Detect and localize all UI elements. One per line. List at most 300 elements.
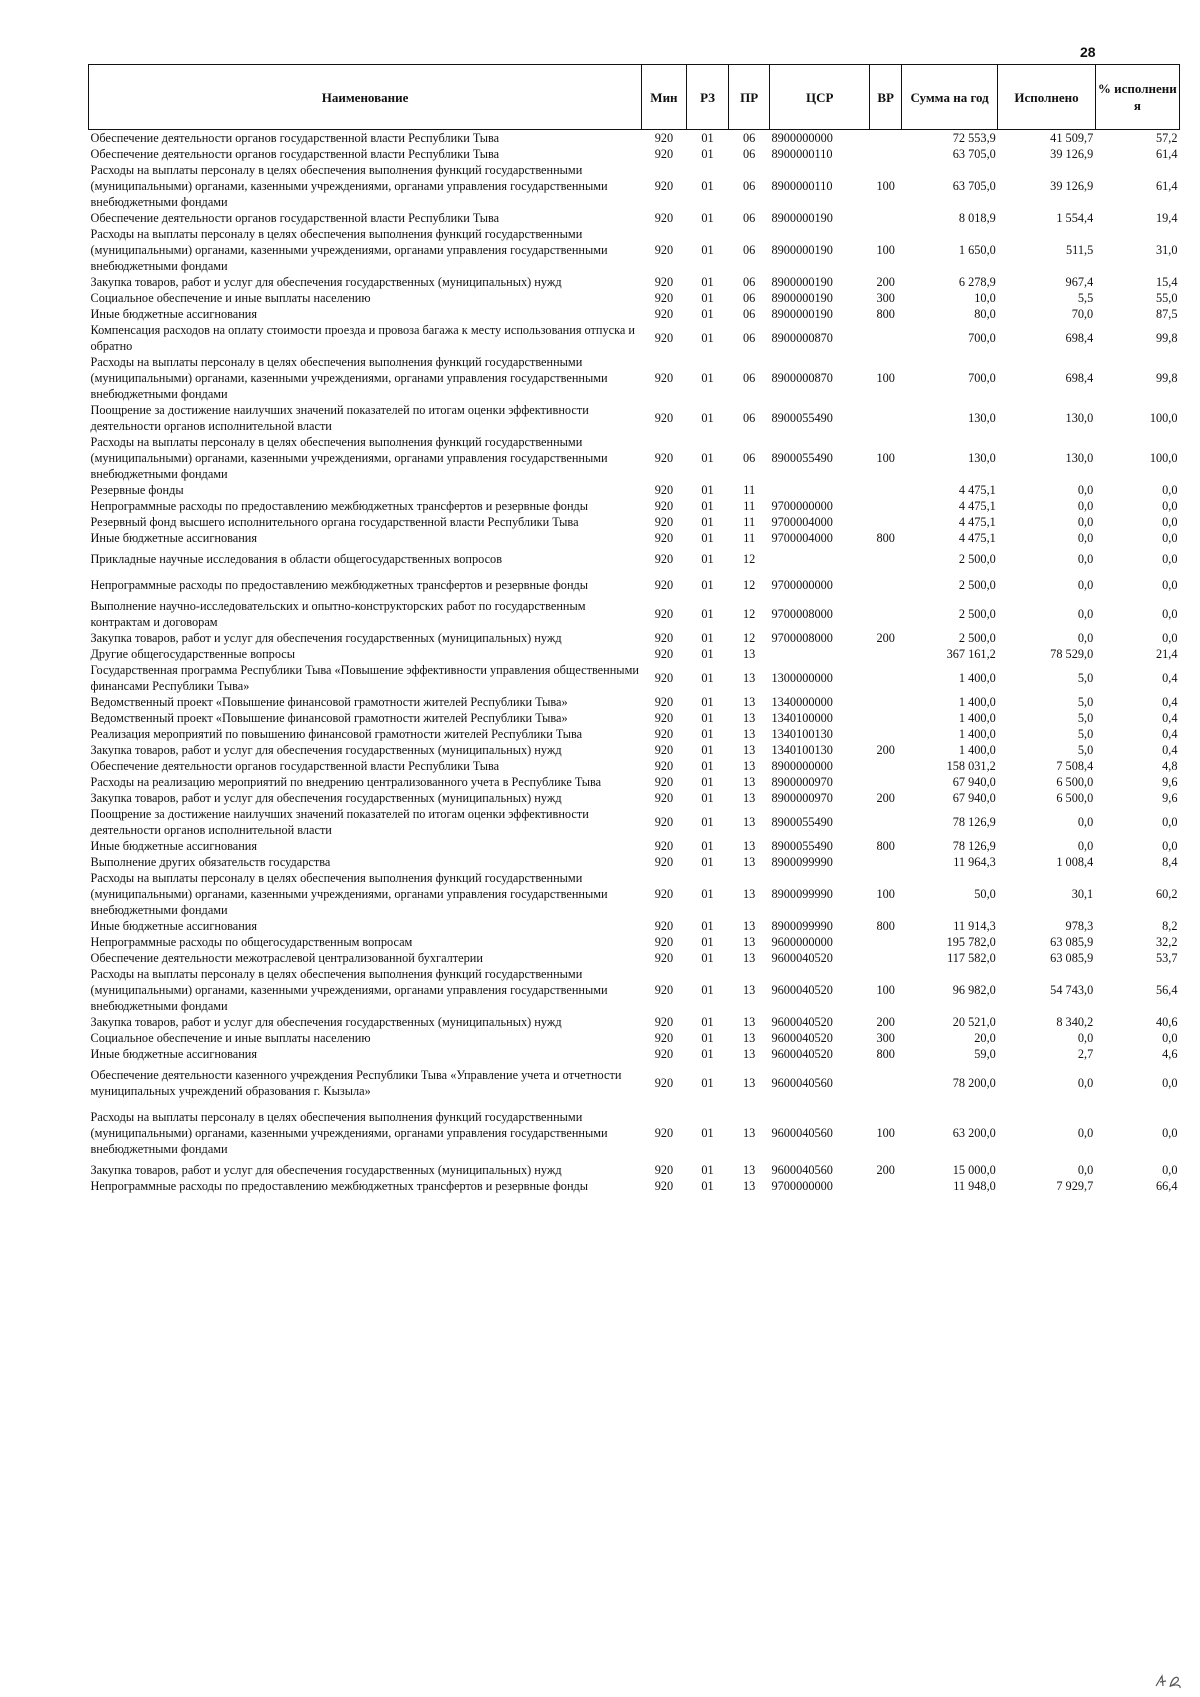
header-name: Наименование bbox=[89, 65, 642, 130]
table-row bbox=[89, 130, 1180, 147]
row-pct: 0,4 bbox=[1162, 671, 1178, 685]
row-min: 920 bbox=[654, 1031, 674, 1045]
row-pct: 32,2 bbox=[1155, 935, 1178, 949]
row-name: Резервные фонды bbox=[90, 483, 184, 497]
row-sum: 117 582,0 bbox=[947, 951, 996, 965]
row-vr bbox=[870, 322, 901, 354]
row-min: 920 bbox=[654, 1076, 674, 1090]
row-csr: 8900000190 bbox=[771, 291, 833, 305]
row-pct: 0,0 bbox=[1162, 1031, 1178, 1045]
table-row bbox=[89, 306, 1180, 322]
row-min: 920 bbox=[654, 1126, 674, 1140]
row-sum: 2 500,0 bbox=[958, 631, 996, 645]
row-sum: 1 400,0 bbox=[958, 671, 996, 685]
row-done: 39 126,9 bbox=[1050, 179, 1094, 193]
row-vr bbox=[870, 726, 901, 742]
row-pct: 0,0 bbox=[1162, 531, 1178, 545]
row-rz: 01 bbox=[701, 578, 714, 592]
header-rz: РЗ bbox=[686, 65, 729, 130]
table-row bbox=[89, 402, 1180, 434]
row-csr: 9600040520 bbox=[771, 1015, 833, 1029]
row-min: 920 bbox=[654, 531, 674, 545]
row-rz: 01 bbox=[701, 1076, 714, 1090]
row-pct: 8,2 bbox=[1162, 919, 1178, 933]
row-pr: 13 bbox=[743, 919, 756, 933]
table-row bbox=[89, 1178, 1180, 1194]
table-row bbox=[89, 598, 1180, 630]
row-sum: 20,0 bbox=[974, 1031, 996, 1045]
row-done: 0,0 bbox=[1077, 531, 1094, 545]
row-pr: 13 bbox=[743, 855, 756, 869]
row-csr: 8900000970 bbox=[771, 775, 833, 789]
row-pr: 12 bbox=[743, 607, 756, 621]
row-sum: 1 400,0 bbox=[958, 743, 996, 757]
row-pct: 100,0 bbox=[1149, 451, 1178, 465]
row-name: Выполнение других обязательств государства bbox=[90, 855, 331, 869]
row-vr: 200 bbox=[876, 791, 895, 805]
row-vr: 800 bbox=[876, 1047, 895, 1061]
row-min: 920 bbox=[654, 499, 674, 513]
row-pct: 8,4 bbox=[1162, 855, 1178, 869]
row-csr: 8900099990 bbox=[771, 887, 833, 901]
table-row bbox=[89, 662, 1180, 694]
table-row bbox=[89, 790, 1180, 806]
row-min: 920 bbox=[654, 552, 674, 566]
row-sum: 11 964,3 bbox=[953, 855, 996, 869]
row-pct: 40,6 bbox=[1155, 1015, 1178, 1029]
row-name: Расходы на выплаты персоналу в целях обеспечения выполнения функций государственными (муниципальными) органами, казенными учреждениями, органами управления государственными внебюджетными фондами bbox=[90, 163, 608, 209]
row-min: 920 bbox=[654, 211, 674, 225]
row-pct: 0,0 bbox=[1162, 607, 1178, 621]
row-csr: 9600040560 bbox=[771, 1076, 833, 1090]
row-csr: 8900000110 bbox=[771, 179, 833, 193]
row-done: 698,4 bbox=[1065, 331, 1094, 345]
row-csr: 1340100130 bbox=[771, 743, 833, 757]
row-sum: 4 475,1 bbox=[958, 531, 996, 545]
table-row bbox=[89, 950, 1180, 966]
row-min: 920 bbox=[654, 983, 674, 997]
row-pr: 13 bbox=[743, 711, 756, 725]
row-vr bbox=[870, 572, 901, 598]
row-pr: 13 bbox=[743, 1179, 756, 1193]
row-pr: 06 bbox=[743, 451, 756, 465]
row-min: 920 bbox=[654, 1179, 674, 1193]
row-done: 5,0 bbox=[1077, 671, 1094, 685]
row-pct: 0,0 bbox=[1162, 499, 1178, 513]
row-sum: 67 940,0 bbox=[952, 775, 996, 789]
row-min: 920 bbox=[654, 1163, 674, 1177]
row-rz: 01 bbox=[701, 647, 714, 661]
row-name: Социальное обеспечение и иные выплаты населению bbox=[90, 1031, 371, 1045]
header-csr: ЦСР bbox=[769, 65, 869, 130]
row-pr: 13 bbox=[743, 1076, 756, 1090]
row-done: 0,0 bbox=[1077, 578, 1094, 592]
table-row bbox=[89, 514, 1180, 530]
row-pct: 61,4 bbox=[1155, 179, 1178, 193]
row-vr bbox=[870, 694, 901, 710]
row-csr: 9700008000 bbox=[771, 607, 833, 621]
row-done: 130,0 bbox=[1065, 411, 1094, 425]
row-vr bbox=[870, 598, 901, 630]
row-done: 0,0 bbox=[1077, 1163, 1094, 1177]
row-name: Иные бюджетные ассигнования bbox=[90, 531, 258, 545]
row-vr bbox=[870, 546, 901, 572]
row-name: Иные бюджетные ассигнования bbox=[90, 839, 258, 853]
row-rz: 01 bbox=[701, 727, 714, 741]
handwritten-signature bbox=[1154, 1672, 1190, 1695]
row-sum: 78 126,9 bbox=[952, 839, 996, 853]
row-vr: 800 bbox=[876, 307, 895, 321]
row-rz: 01 bbox=[701, 791, 714, 805]
row-csr: 1300000000 bbox=[771, 671, 833, 685]
row-rz: 01 bbox=[701, 483, 714, 497]
table-row bbox=[89, 146, 1180, 162]
row-csr bbox=[769, 482, 869, 498]
row-sum: 80,0 bbox=[974, 307, 996, 321]
row-rz: 01 bbox=[701, 839, 714, 853]
row-rz: 01 bbox=[701, 411, 714, 425]
row-rz: 01 bbox=[701, 1047, 714, 1061]
row-min: 920 bbox=[654, 275, 674, 289]
row-pr: 13 bbox=[743, 1126, 756, 1140]
row-pct: 0,0 bbox=[1162, 839, 1178, 853]
row-sum: 11 948,0 bbox=[953, 1179, 996, 1193]
row-pr: 12 bbox=[743, 578, 756, 592]
row-sum: 15 000,0 bbox=[952, 1163, 996, 1177]
row-pr: 11 bbox=[743, 515, 756, 529]
row-vr bbox=[870, 806, 901, 838]
row-vr bbox=[870, 130, 901, 147]
row-rz: 01 bbox=[701, 671, 714, 685]
row-sum: 96 982,0 bbox=[952, 983, 996, 997]
table-row bbox=[89, 774, 1180, 790]
row-pct: 66,4 bbox=[1155, 1179, 1178, 1193]
row-vr bbox=[870, 710, 901, 726]
table-row bbox=[89, 966, 1180, 1014]
row-done: 698,4 bbox=[1065, 371, 1094, 385]
header-done: Исполнено bbox=[998, 65, 1095, 130]
row-name: Ведомственный проект «Повышение финансовой грамотности жителей Республики Тыва» bbox=[90, 695, 568, 709]
row-pct: 0,4 bbox=[1162, 711, 1178, 725]
row-done: 41 509,7 bbox=[1050, 131, 1094, 145]
row-name: Прикладные научные исследования в области общегосударственных вопросов bbox=[90, 552, 503, 566]
row-done: 6 500,0 bbox=[1056, 775, 1094, 789]
row-done: 130,0 bbox=[1065, 451, 1094, 465]
table-row bbox=[89, 694, 1180, 710]
row-pct: 15,4 bbox=[1155, 275, 1178, 289]
row-sum: 700,0 bbox=[968, 371, 996, 385]
row-done: 0,0 bbox=[1077, 815, 1094, 829]
row-vr: 100 bbox=[876, 983, 895, 997]
row-done: 0,0 bbox=[1077, 607, 1094, 621]
row-min: 920 bbox=[654, 759, 674, 773]
row-min: 920 bbox=[654, 727, 674, 741]
row-min: 920 bbox=[654, 147, 674, 161]
row-rz: 01 bbox=[701, 951, 714, 965]
row-pr: 06 bbox=[743, 307, 756, 321]
row-sum: 2 500,0 bbox=[958, 552, 996, 566]
row-pr: 13 bbox=[743, 671, 756, 685]
table-row bbox=[89, 226, 1180, 274]
row-pr: 13 bbox=[743, 1015, 756, 1029]
row-name: Обеспечение деятельности казенного учреждения Республики Тыва «Управление учета и отчетности муниципальных учреждений образования г. Кызыла» bbox=[90, 1068, 622, 1098]
table-row bbox=[89, 1030, 1180, 1046]
row-done: 78 529,0 bbox=[1050, 647, 1094, 661]
row-name: Резервный фонд высшего исполнительного органа государственной власти Республики Тыва bbox=[90, 515, 579, 529]
row-csr: 8900055490 bbox=[771, 451, 833, 465]
table-row bbox=[89, 354, 1180, 402]
row-pr: 13 bbox=[743, 647, 756, 661]
row-rz: 01 bbox=[701, 631, 714, 645]
row-vr: 100 bbox=[876, 243, 895, 257]
row-pct: 99,8 bbox=[1155, 331, 1178, 345]
row-pr: 06 bbox=[743, 131, 756, 145]
table-row bbox=[89, 498, 1180, 514]
row-vr bbox=[870, 646, 901, 662]
row-pr: 13 bbox=[743, 1031, 756, 1045]
row-name: Обеспечение деятельности органов государственной власти Республики Тыва bbox=[90, 759, 500, 773]
row-pr: 13 bbox=[743, 935, 756, 949]
row-done: 7 508,4 bbox=[1056, 759, 1094, 773]
row-done: 511,5 bbox=[1066, 243, 1094, 257]
row-sum: 2 500,0 bbox=[958, 578, 996, 592]
row-vr: 800 bbox=[876, 531, 895, 545]
row-vr: 200 bbox=[876, 631, 895, 645]
row-sum: 1 400,0 bbox=[958, 711, 996, 725]
table-row bbox=[89, 274, 1180, 290]
row-vr: 100 bbox=[876, 371, 895, 385]
table-row bbox=[89, 806, 1180, 838]
row-min: 920 bbox=[654, 179, 674, 193]
table-body bbox=[89, 130, 1180, 1195]
row-vr: 200 bbox=[876, 743, 895, 757]
row-pr: 06 bbox=[743, 211, 756, 225]
row-name: Расходы на выплаты персоналу в целях обеспечения выполнения функций государственными (муниципальными) органами, казенными учреждениями, органами управления государственными внебюджетными фондами bbox=[90, 355, 608, 401]
row-min: 920 bbox=[654, 775, 674, 789]
row-sum: 78 126,9 bbox=[952, 815, 996, 829]
row-pct: 4,8 bbox=[1162, 759, 1178, 773]
row-csr: 9600040520 bbox=[771, 983, 833, 997]
row-rz: 01 bbox=[701, 1163, 714, 1177]
table-row bbox=[89, 322, 1180, 354]
row-pr: 13 bbox=[743, 839, 756, 853]
row-rz: 01 bbox=[701, 607, 714, 621]
table-row bbox=[89, 934, 1180, 950]
row-done: 6 500,0 bbox=[1056, 791, 1094, 805]
row-rz: 01 bbox=[701, 499, 714, 513]
row-vr bbox=[870, 482, 901, 498]
row-csr: 1340100130 bbox=[771, 727, 833, 741]
row-sum: 195 782,0 bbox=[946, 935, 996, 949]
row-rz: 01 bbox=[701, 131, 714, 145]
row-rz: 01 bbox=[701, 275, 714, 289]
table-row bbox=[89, 1162, 1180, 1178]
row-csr bbox=[769, 546, 869, 572]
row-done: 7 929,7 bbox=[1056, 1179, 1094, 1193]
row-csr: 9700000000 bbox=[771, 499, 833, 513]
row-name: Расходы на выплаты персоналу в целях обеспечения выполнения функций государственными (муниципальными) органами, казенными учреждениями, органами управления государственными внебюджетными фондами bbox=[90, 227, 608, 273]
row-pr: 06 bbox=[743, 243, 756, 257]
table-row bbox=[89, 482, 1180, 498]
row-min: 920 bbox=[654, 307, 674, 321]
row-sum: 8 018,9 bbox=[958, 211, 996, 225]
row-name: Закупка товаров, работ и услуг для обеспечения государственных (муниципальных) нужд bbox=[90, 631, 562, 645]
row-csr: 8900000190 bbox=[771, 243, 833, 257]
row-name: Другие общегосударственные вопросы bbox=[90, 647, 295, 661]
row-done: 967,4 bbox=[1065, 275, 1094, 289]
row-pr: 13 bbox=[743, 983, 756, 997]
row-done: 0,0 bbox=[1077, 552, 1094, 566]
row-sum: 59,0 bbox=[974, 1047, 996, 1061]
row-csr: 8900000190 bbox=[771, 307, 833, 321]
row-csr: 9700004000 bbox=[771, 515, 833, 529]
row-name: Обеспечение деятельности межотраслевой централизованной бухгалтерии bbox=[90, 951, 483, 965]
row-csr: 9600000000 bbox=[771, 935, 833, 949]
row-min: 920 bbox=[654, 451, 674, 465]
row-sum: 50,0 bbox=[974, 887, 996, 901]
signature-mark bbox=[1154, 1672, 1190, 1690]
row-csr: 8900000110 bbox=[771, 147, 833, 161]
row-csr: 1340100000 bbox=[771, 711, 833, 725]
row-pr: 13 bbox=[743, 1163, 756, 1177]
row-min: 920 bbox=[654, 951, 674, 965]
row-done: 0,0 bbox=[1077, 1076, 1094, 1090]
row-pct: 0,0 bbox=[1162, 631, 1178, 645]
row-sum: 63 200,0 bbox=[952, 1126, 996, 1140]
row-name: Государственная программа Республики Тыва «Повышение эффективности управления общественными финансами Республики Тыва» bbox=[90, 663, 639, 693]
row-sum: 6 278,9 bbox=[958, 275, 996, 289]
row-sum: 11 914,3 bbox=[953, 919, 996, 933]
row-rz: 01 bbox=[701, 552, 714, 566]
row-vr bbox=[870, 950, 901, 966]
row-done: 1 554,4 bbox=[1056, 211, 1094, 225]
budget-table bbox=[88, 64, 1180, 1194]
row-rz: 01 bbox=[701, 919, 714, 933]
row-vr: 800 bbox=[876, 919, 895, 933]
row-sum: 700,0 bbox=[968, 331, 996, 345]
row-name: Обеспечение деятельности органов государственной власти Республики Тыва bbox=[90, 211, 500, 225]
row-sum: 2 500,0 bbox=[958, 607, 996, 621]
row-sum: 130,0 bbox=[968, 411, 996, 425]
row-rz: 01 bbox=[701, 307, 714, 321]
row-csr: 8900055490 bbox=[771, 839, 833, 853]
row-rz: 01 bbox=[701, 1179, 714, 1193]
row-done: 5,0 bbox=[1077, 711, 1094, 725]
row-vr: 200 bbox=[876, 1163, 895, 1177]
row-rz: 01 bbox=[701, 331, 714, 345]
row-min: 920 bbox=[654, 515, 674, 529]
row-done: 0,0 bbox=[1077, 1031, 1094, 1045]
row-min: 920 bbox=[654, 647, 674, 661]
row-rz: 01 bbox=[701, 291, 714, 305]
row-name: Расходы на выплаты персоналу в целях обеспечения выполнения функций государственными (муниципальными) органами, казенными учреждениями, органами управления государственными внебюджетными фондами bbox=[90, 435, 608, 481]
row-vr: 100 bbox=[876, 179, 895, 193]
row-done: 2,7 bbox=[1077, 1047, 1094, 1061]
row-min: 920 bbox=[654, 839, 674, 853]
row-name: Реализация мероприятий по повышению финансовой грамотности жителей Республики Тыва bbox=[90, 727, 583, 741]
row-csr: 9700000000 bbox=[771, 578, 833, 592]
row-rz: 01 bbox=[701, 743, 714, 757]
table-row bbox=[89, 1062, 1180, 1104]
row-done: 0,0 bbox=[1077, 515, 1094, 529]
row-name: Закупка товаров, работ и услуг для обеспечения государственных (муниципальных) нужд bbox=[90, 791, 562, 805]
row-pr: 12 bbox=[743, 552, 756, 566]
row-done: 8 340,2 bbox=[1056, 1015, 1094, 1029]
row-rz: 01 bbox=[701, 887, 714, 901]
table-row bbox=[89, 726, 1180, 742]
row-min: 920 bbox=[654, 607, 674, 621]
table-row bbox=[89, 572, 1180, 598]
row-name: Расходы на выплаты персоналу в целях обеспечения выполнения функций государственными (муниципальными) органами, казенными учреждениями, органами управления государственными внебюджетными фондами bbox=[90, 967, 608, 1013]
header-sum: Сумма на год bbox=[901, 65, 997, 130]
row-pct: 0,4 bbox=[1162, 695, 1178, 709]
row-pr: 06 bbox=[743, 179, 756, 193]
row-min: 920 bbox=[654, 371, 674, 385]
row-done: 70,0 bbox=[1071, 307, 1094, 321]
row-pct: 57,2 bbox=[1155, 131, 1178, 145]
row-name: Закупка товаров, работ и услуг для обеспечения государственных (муниципальных) нужд bbox=[90, 275, 562, 289]
row-pct: 56,4 bbox=[1155, 983, 1178, 997]
row-vr: 300 bbox=[876, 291, 895, 305]
row-pr: 12 bbox=[743, 631, 756, 645]
table-row bbox=[89, 546, 1180, 572]
row-pr: 13 bbox=[743, 887, 756, 901]
row-vr bbox=[870, 758, 901, 774]
row-rz: 01 bbox=[701, 515, 714, 529]
row-sum: 1 400,0 bbox=[958, 727, 996, 741]
row-rz: 01 bbox=[701, 815, 714, 829]
row-name: Расходы на реализацию мероприятий по внедрению централизованного учета в Республике Тыва bbox=[90, 775, 602, 789]
row-min: 920 bbox=[654, 855, 674, 869]
row-rz: 01 bbox=[701, 1031, 714, 1045]
row-pr: 13 bbox=[743, 743, 756, 757]
row-name: Расходы на выплаты персоналу в целях обеспечения выполнения функций государственными (муниципальными) органами, казенными учреждениями, органами управления государственными внебюджетными фондами bbox=[90, 871, 608, 917]
row-done: 1 008,4 bbox=[1056, 855, 1094, 869]
row-pct: 55,0 bbox=[1155, 291, 1178, 305]
row-csr: 9700000000 bbox=[771, 1179, 833, 1193]
row-name: Обеспечение деятельности органов государственной власти Республики Тыва bbox=[90, 147, 500, 161]
row-sum: 1 400,0 bbox=[958, 695, 996, 709]
row-pct: 0,0 bbox=[1162, 1076, 1178, 1090]
table-row bbox=[89, 210, 1180, 226]
row-pct: 60,2 bbox=[1155, 887, 1178, 901]
row-csr bbox=[769, 646, 869, 662]
row-done: 63 085,9 bbox=[1050, 935, 1094, 949]
row-done: 63 085,9 bbox=[1050, 951, 1094, 965]
table-row bbox=[89, 1046, 1180, 1062]
row-pct: 0,0 bbox=[1162, 815, 1178, 829]
row-name: Непрограммные расходы по общегосударственным вопросам bbox=[90, 935, 413, 949]
row-done: 5,0 bbox=[1077, 695, 1094, 709]
row-done: 0,0 bbox=[1077, 839, 1094, 853]
table-row bbox=[89, 854, 1180, 870]
row-csr: 1340000000 bbox=[771, 695, 833, 709]
row-name: Иные бюджетные ассигнования bbox=[90, 307, 258, 321]
row-pct: 0,4 bbox=[1162, 727, 1178, 741]
row-pct: 99,8 bbox=[1155, 371, 1178, 385]
row-rz: 01 bbox=[701, 775, 714, 789]
row-name: Закупка товаров, работ и услуг для обеспечения государственных (муниципальных) нужд bbox=[90, 1163, 562, 1177]
row-pct: 0,0 bbox=[1162, 1163, 1178, 1177]
row-csr: 8900000190 bbox=[771, 211, 833, 225]
row-name: Поощрение за достижение наилучших значений показателей по итогам оценки эффективности деятельности органов исполнительной власти bbox=[90, 807, 589, 837]
row-vr bbox=[870, 1178, 901, 1194]
row-pr: 06 bbox=[743, 291, 756, 305]
row-pct: 21,4 bbox=[1155, 647, 1178, 661]
row-rz: 01 bbox=[701, 147, 714, 161]
table-row bbox=[89, 646, 1180, 662]
row-pr: 13 bbox=[743, 951, 756, 965]
